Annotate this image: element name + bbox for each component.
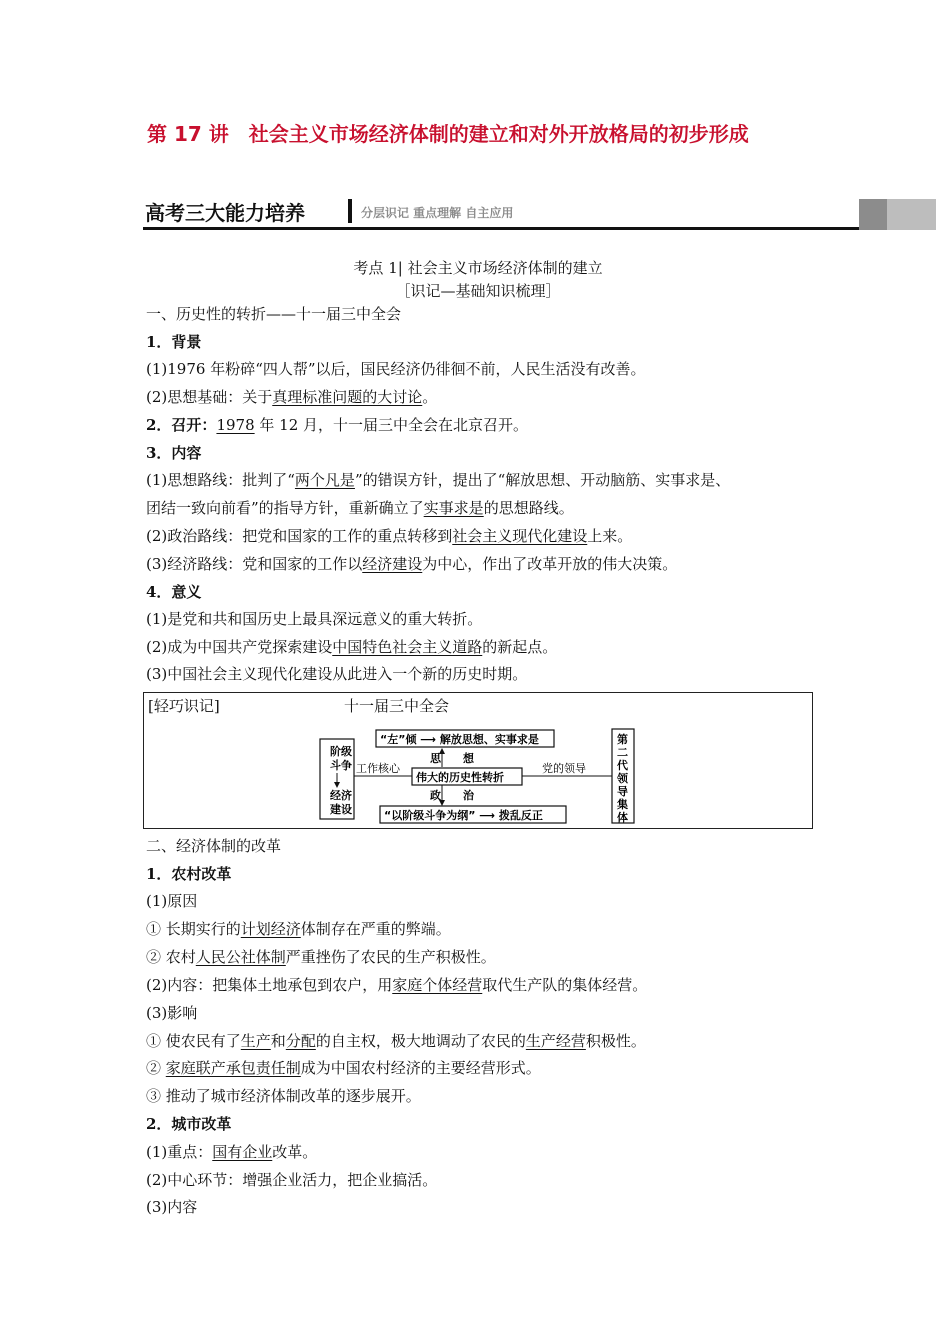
kaodian-title: 社会主义市场经济体制的建立 bbox=[407, 259, 603, 277]
right-box-char: 导 bbox=[617, 785, 628, 798]
background-item-2: (2)思想基础：关于真理标准问题的大讨论。 bbox=[146, 388, 438, 406]
right-box-char: 集 bbox=[617, 798, 628, 811]
politics-label: 政 治 bbox=[430, 789, 474, 802]
rural-cause: (1)原因 bbox=[146, 892, 198, 910]
section-banner bbox=[143, 197, 936, 230]
rural-effect: (3)影响 bbox=[146, 1004, 198, 1022]
urban-center-link: (2)中心环节：增强企业活力，把企业搞活。 bbox=[146, 1171, 438, 1189]
right-box-char: 第 bbox=[617, 733, 628, 746]
memory-box bbox=[143, 692, 813, 829]
background-item-1: (1)1976 年粉碎“四人帮”以后，国民经济仍徘徊不前，人民生活没有改善。 bbox=[146, 360, 646, 378]
banner-block-light bbox=[887, 199, 936, 230]
rural-cause-1: ① 长期实行的计划经济体制存在严重的弊端。 bbox=[146, 920, 451, 938]
banner-subtitle: 分层识记 重点理解 自主应用 bbox=[361, 206, 514, 220]
content-item-2: (2)政治路线：把党和国家的工作的重点转移到社会主义现代化建设上来。 bbox=[146, 527, 633, 545]
significance-item-1: (1)是党和共和国历史上最具深远意义的重大转折。 bbox=[146, 610, 483, 628]
significance-heading: 4．意义 bbox=[146, 583, 202, 601]
left-top-text-a: 阶级 bbox=[330, 745, 352, 758]
memory-title: 十一届三中全会 bbox=[344, 697, 450, 715]
work-core-label: 工作核心 bbox=[356, 762, 400, 775]
meeting-held: 2．召开：1978 年 12 月，十一届三中全会在北京召开。 bbox=[146, 416, 529, 434]
right-box-char: 体 bbox=[617, 811, 628, 824]
content-item-1: (1)思想路线：批判了“两个凡是”的错误方针，提出了“解放思想、开动脑筋、实事求是、 bbox=[146, 471, 731, 489]
part2-heading: 二、经济体制的改革 bbox=[146, 837, 282, 855]
rural-effect-3: ③ 推动了城市经济体制改革的逐步展开。 bbox=[146, 1087, 421, 1105]
banner-block-dark bbox=[859, 199, 887, 230]
right-box-char: 二 bbox=[617, 746, 628, 759]
party-lead-label: 党的领导 bbox=[542, 762, 586, 775]
kaodian-heading: 考点 1| 社会主义市场经济体制的建立 bbox=[353, 259, 603, 277]
memory-diagram bbox=[144, 693, 812, 828]
urban-content: (3)内容 bbox=[146, 1198, 198, 1216]
rural-effect-1: ① 使农民有了生产和分配的自主权，极大地调动了农民的生产经营积极性。 bbox=[146, 1032, 646, 1050]
content-heading: 3．内容 bbox=[146, 444, 202, 462]
think-label: 思 想 bbox=[430, 752, 474, 765]
bottom-box-text: “以阶级斗争为纲” ⟶ 拨乱反正 bbox=[384, 809, 543, 822]
page-title: 第 17 讲 社会主义市场经济体制的建立和对外开放格局的初步形成 bbox=[147, 122, 749, 146]
urban-heading: 2．城市改革 bbox=[146, 1115, 232, 1133]
right-box-text bbox=[616, 732, 629, 824]
rural-effect-2: ② 家庭联产承包责任制成为中国农村经济的主要经营形式。 bbox=[146, 1059, 541, 1077]
banner-divider bbox=[348, 199, 352, 223]
part1-heading: 一、历史性的转折——十一届三中全会 bbox=[146, 305, 402, 323]
rural-heading: 1．农村改革 bbox=[146, 865, 232, 883]
banner-rule bbox=[143, 227, 859, 230]
left-bottom-text-b: 建设 bbox=[330, 803, 352, 816]
top-box-text: “左”倾 ⟶ 解放思想、实事求是 bbox=[380, 733, 539, 746]
significance-item-2: (2)成为中国共产党探索建设中国特色社会主义道路的新起点。 bbox=[146, 638, 558, 656]
left-bottom-text-a: 经济 bbox=[330, 789, 352, 802]
content-item-3: (3)经济路线：党和国家的工作以经济建设为中心，作出了改革开放的伟大决策。 bbox=[146, 555, 678, 573]
content-item-1-cont: 团结一致向前看”的指导方针，重新确立了实事求是的思想路线。 bbox=[146, 499, 574, 517]
significance-item-3: (3)中国社会主义现代化建设从此进入一个新的历史时期。 bbox=[146, 665, 528, 683]
kaodian-number: 考点 1 bbox=[353, 259, 398, 277]
background-heading: 1．背景 bbox=[146, 333, 202, 351]
urban-focus: (1)重点：国有企业改革。 bbox=[146, 1143, 318, 1161]
right-box-char: 代 bbox=[617, 759, 628, 772]
left-top-text-b: 斗争 bbox=[330, 759, 352, 772]
rural-cause-2: ② 农村人民公社体制严重挫伤了农民的生产积极性。 bbox=[146, 948, 496, 966]
banner-title: 高考三大能力培养 bbox=[145, 201, 305, 225]
memory-label: [轻巧识记] bbox=[148, 697, 220, 715]
rural-content: (2)内容：把集体土地承包到农户，用家庭个体经营取代生产队的集体经营。 bbox=[146, 976, 648, 994]
kaodian-subtitle: ［识记—基础知识梳理］ bbox=[395, 282, 561, 300]
center-box-text: 伟大的历史性转折 bbox=[416, 771, 504, 784]
right-box-char: 领 bbox=[617, 772, 628, 785]
